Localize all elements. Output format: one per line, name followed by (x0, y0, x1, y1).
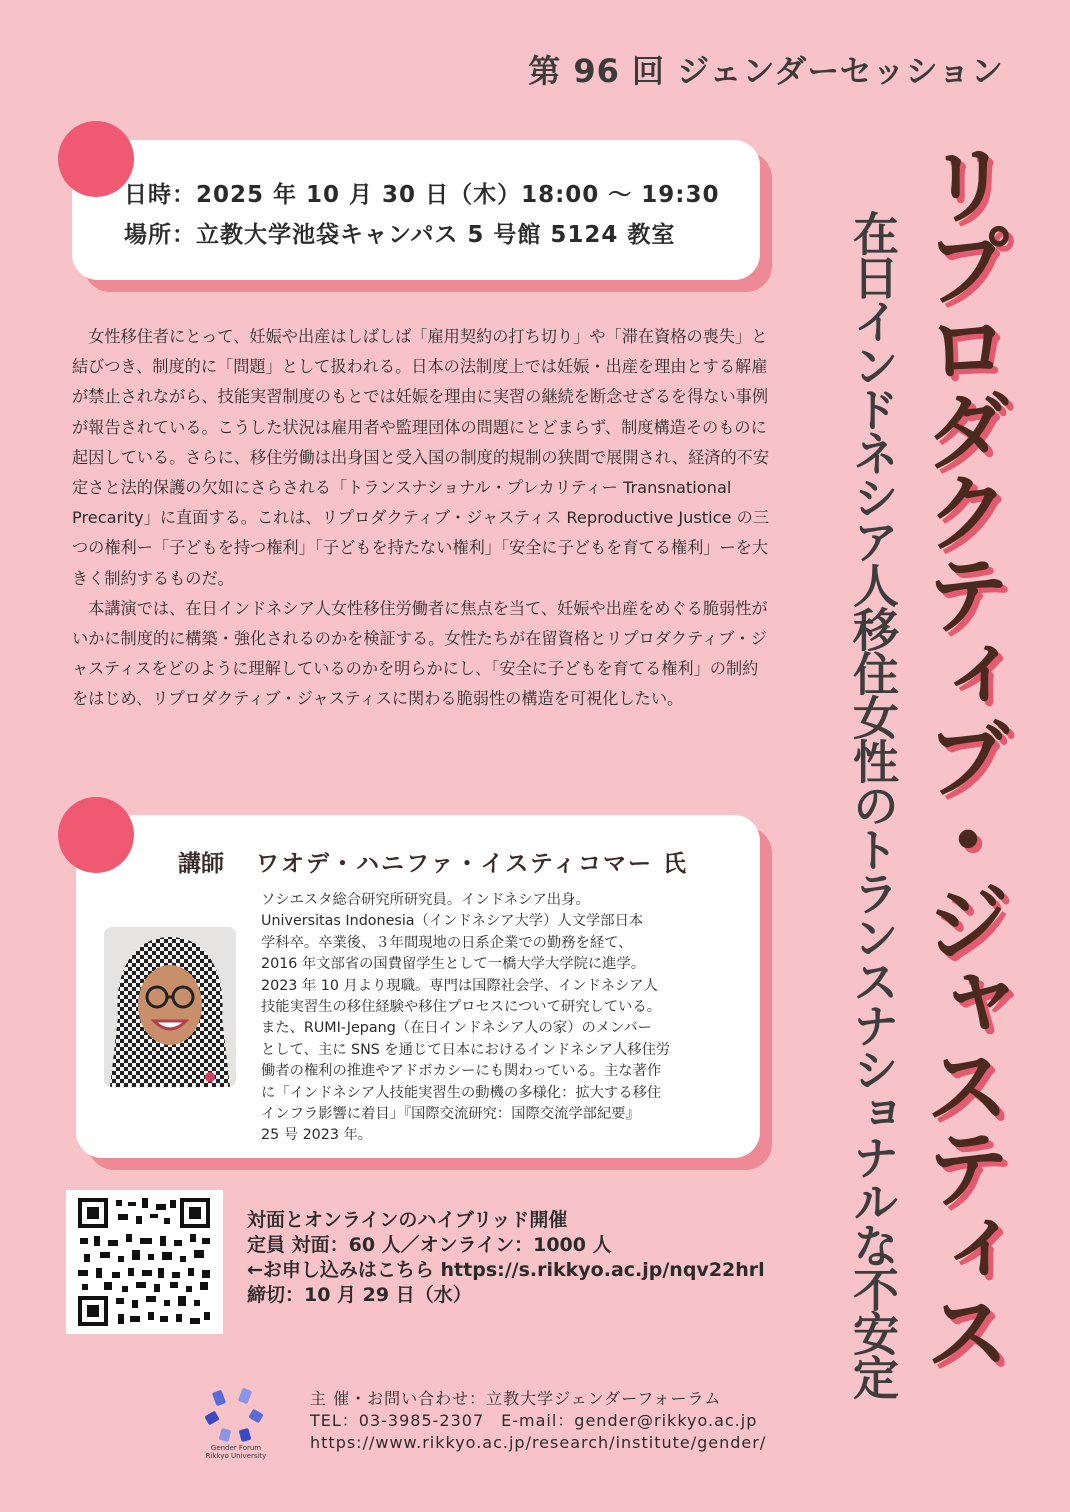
website-link[interactable]: https://www.rikkyo.ac.jp/research/institute/gender/ (310, 1433, 767, 1452)
abstract-paragraph-1: 女性移住者にとって、妊娠や出産はしばしば「雇用契約の打ち切り」や「滞在資格の喪失」と結びつき、制度的に「問題」として扱われる。日本の法制度上では妊娠・出産を理由とする解雇が禁止されながら、技能実習制度のもとでは妊娠を理由に実習の継続を断念せざるを得ない事例が報告されている。こうした状況は雇用者や監理団体の問題にとどまらず、制度構造そのものに起因している。さらに、移住労働は出身国と受入国の制度的規制の狭間で展開され、経済的不安定さと法的保護の欠如にさらされる「トランスナショナル・プレカリティー Transnational Precarity」に直面する。これは、リプロダクティブ・ジャスティス Reproductive Justice の三つの権利ー「子どもを持つ権利」「子どもを持たない権利」「安全に子どもを育てる権利」ーを大きく制約するものだ。 (72, 327, 770, 588)
registration-link[interactable]: ←お申し込みはこちら https://s.rikkyo.ac.jp/nqv22hrl (247, 1259, 765, 1281)
bio-line: Universitas Indonesia（インドネシア大学）人文学部日本 (261, 913, 644, 930)
info-card (72, 140, 760, 280)
event-datetime: 日時：2025 年 10 月 30 日（木）18:00 ～ 19:30 (124, 182, 720, 208)
bio-line: ソシエスタ総合研究所研究員。インドネシア出身。 (261, 892, 590, 908)
abstract-paragraph-2: 本講演では、在日インドネシア人女性移住労働者に焦点を当て、妊娠や出産をめぐる脆弱性がいかに制度的に構築・強化されるのかを検証する。女性たちが在留資格とリプロダクティブ・ジャスティスをどのように理解しているのかを明らかにし、「安全に子どもを育てる権利」の制約をはじめ、リプロダクティブ・ジャスティスに関わる脆弱性の構造を可視化したい。 (72, 598, 768, 709)
speaker-label: 講師 (178, 851, 224, 877)
registration-qr-code[interactable] (66, 1190, 223, 1334)
speaker-name: ワオデ・ハニファ・イスティコマー 氏 (256, 851, 689, 877)
bio-line: 2023 年 10 月より現職。専門は国際社会学、インドネシア人 (261, 977, 658, 994)
sub-title: 在日インドネシア人移住女性のトランスナショナルな不安定 (846, 210, 900, 1398)
logo-text-line: Gender Forum (210, 1444, 262, 1452)
organizer: 主 催・お問い合わせ：立教大学ジェンダーフォーラム (310, 1389, 722, 1408)
speaker-photo (104, 927, 236, 1087)
main-title: リプロダクティブ・ジャスティス (910, 140, 1010, 1370)
info-dot-decoration (58, 121, 134, 197)
contact-info (310, 1388, 766, 1454)
bio-line: 技能実習生の移住経験や移住プロセスについて研究している。 (261, 999, 662, 1016)
logo-text-line: Rikkyo University (205, 1452, 267, 1460)
bio-line: 25 号 2023 年。 (261, 1127, 373, 1144)
bio-line: 働者の権利の推進やアドボカシーにも関わっている。主な著作 (261, 1063, 662, 1080)
event-place: 場所：立教大学池袋キャンパス 5 号館 5124 教室 (124, 222, 676, 248)
logo-text (198, 1444, 274, 1460)
hybrid-format: 対面とオンラインのハイブリッド開催 (247, 1209, 568, 1231)
deadline: 締切：10 月 29 日（水） (247, 1284, 472, 1306)
phone-email[interactable]: TEL：03-3985-2307 E-mail：gender@rikkyo.ac.jp (310, 1411, 758, 1430)
bio-line: に「インドネシア人技能実習生の動機の多様化：拡大する移住 (261, 1084, 662, 1101)
session-title: 第 96 回 ジェンダーセッション (528, 52, 1004, 90)
speaker-card (76, 815, 760, 1158)
bio-line: また、RUMI-Jepang（在日インドネシア人の家）のメンバー (261, 1020, 652, 1037)
abstract (72, 322, 772, 715)
bio-line: インフラ影響に着目」『国際交流研究：国際交流学部紀要』 (261, 1106, 640, 1123)
bio-line: 2016 年文部省の国費留学生として一橋大学大学院に進学。 (261, 956, 646, 973)
event-details (247, 1208, 765, 1308)
speaker-dot-decoration (58, 797, 134, 873)
bio-line: 学科卒。卒業後、３年間現地の日系企業での勤務を経て、 (261, 934, 633, 951)
bio-line: として、主に SNS を通じて日本におけるインドネシア人移住労 (261, 1041, 671, 1058)
capacity: 定員 対面：60 人／オンライン：1000 人 (247, 1234, 612, 1256)
speaker-bio (261, 890, 721, 1147)
